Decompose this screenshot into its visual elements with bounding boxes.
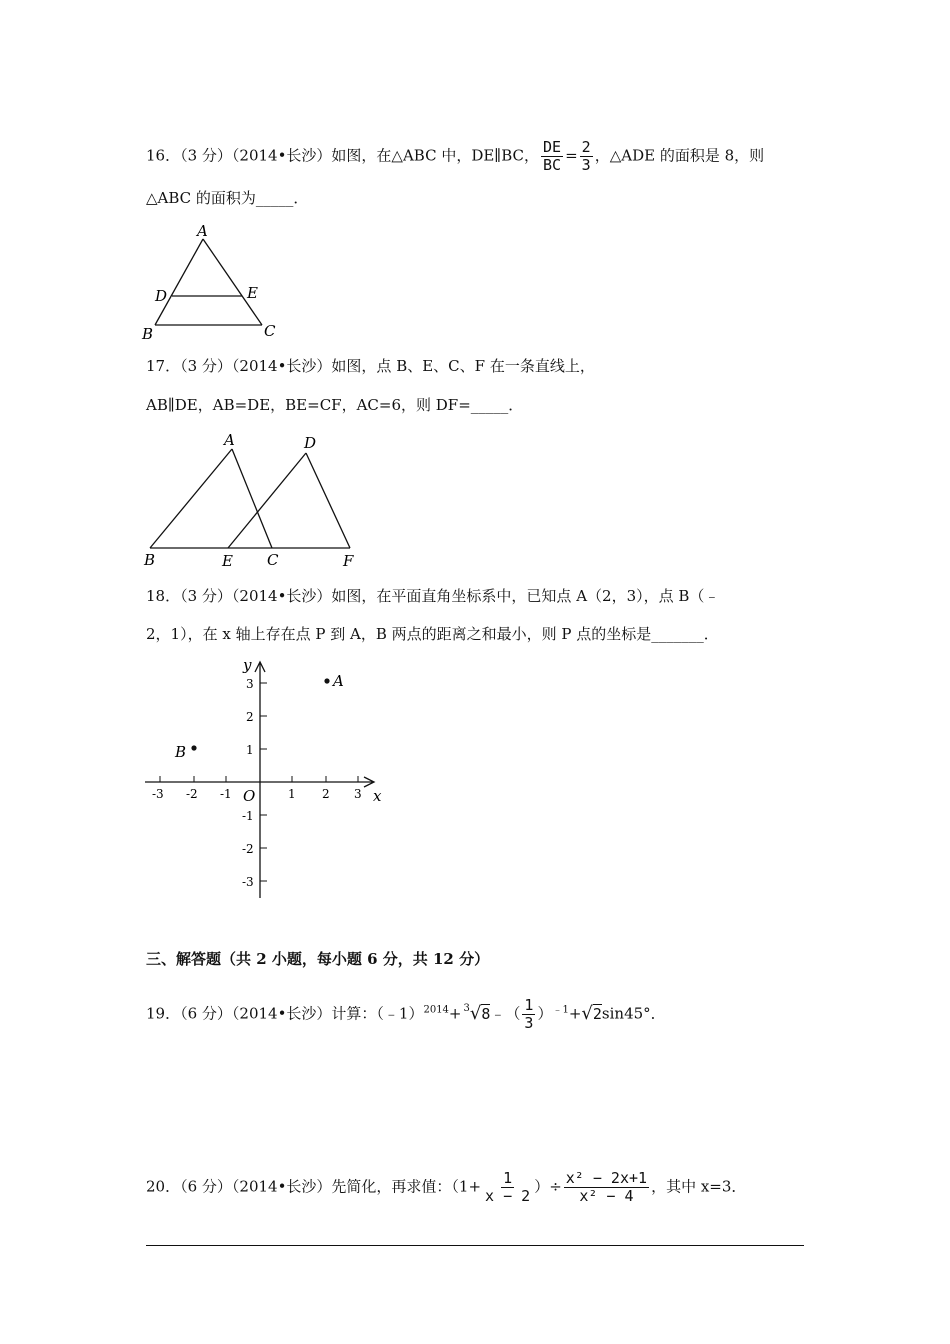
q18-y-tick-n1: -1	[242, 809, 254, 823]
q16-label-e: E	[247, 284, 258, 302]
q20-fraction-1	[483, 1170, 532, 1205]
q16-value-den: 3	[581, 156, 591, 174]
q19-prefix: 19．（6 分）（2014•长沙）计算：（﹣1）	[146, 1004, 424, 1023]
q18-point-a	[324, 678, 329, 683]
q16-label-b: B	[142, 325, 154, 343]
q17-side-ab	[150, 449, 232, 548]
q18-y-tick-2: 2	[246, 710, 254, 724]
q16-side-ac	[203, 239, 262, 325]
q19-sqrt-arg: 2	[592, 1004, 602, 1023]
q19-frac-num: 1	[524, 996, 534, 1014]
q18-y-tick-n3: -3	[242, 875, 254, 889]
q18-x-tick-n3: -3	[152, 787, 164, 801]
q19-line	[146, 997, 666, 1032]
q19-cube-root	[462, 1001, 491, 1024]
q19-radical-sign: √	[469, 1002, 482, 1024]
q20-f1-den: x − 2	[485, 1187, 531, 1205]
q18-line2: 2，1），在 x 轴上存在点 P 到 A，B 两点的距离之和最小，则 P 点的坐标是_______．	[146, 625, 719, 643]
q20-close-div: ）÷	[534, 1177, 562, 1196]
q16-side-ab	[155, 239, 203, 325]
q16-ratio-den: BC	[543, 156, 562, 174]
q18-x-tick-1: 1	[288, 787, 296, 801]
q18-x-tick-marks	[160, 776, 358, 782]
q18-x-axis-label: x	[373, 787, 382, 805]
q16-ratio-fraction	[541, 139, 563, 174]
q19-sqrt	[581, 1002, 602, 1024]
q19-plus2: +	[568, 1004, 582, 1023]
q17-label-a: A	[224, 431, 235, 449]
q18-line1: 18．（3 分）（2014•长沙）如图，在平面直角坐标系中，已知点 A（2，3），点 B（﹣	[146, 587, 720, 605]
q16-text-after: ，△ADE 的面积是 8，则	[594, 146, 765, 165]
q17-label-b: B	[144, 551, 156, 569]
q19-close: ）	[537, 1004, 553, 1023]
q18-origin-label: O	[243, 787, 256, 805]
q19-tail: sin45°．	[601, 1004, 666, 1023]
q16-label-a: A	[197, 222, 208, 240]
q20-fraction-2	[564, 1170, 649, 1205]
q16-ratio-num: DE	[543, 138, 562, 156]
q17-label-e: E	[222, 552, 233, 570]
q17-line2: AB∥DE，AB=DE，BE=CF，AC=6，则 DF=_____．	[146, 396, 524, 414]
footer-divider	[146, 1245, 804, 1246]
q20-f2-num: x² − 2x+1	[565, 1169, 648, 1187]
q18-point-a-label: A	[333, 672, 344, 690]
q16-eq: =	[565, 146, 578, 165]
q18-y-axis-label: y	[243, 656, 252, 674]
q20-tail: ，其中 x=3．	[651, 1177, 747, 1196]
q20-prefix: 20．（6 分）（2014•长沙）先简化，再求值：（1+	[146, 1177, 482, 1196]
q16-line2: △ABC 的面积为_____．	[146, 189, 309, 207]
q16-line1	[146, 139, 764, 174]
q17-figure	[140, 428, 370, 573]
q17-line1: 17．（3 分）（2014•长沙）如图，点 B、E、C、F 在一条直线上，	[146, 357, 595, 375]
section3-heading: 三、解答题（共 2 小题，每小题 6 分，共 12 分）	[146, 950, 490, 968]
q20-f1-num: 1	[503, 1169, 513, 1187]
q19-exponent-neg1: ﹣1	[552, 1004, 569, 1016]
q17-side-ac	[232, 449, 272, 548]
q17-label-d: D	[304, 434, 317, 452]
q19-frac-den: 3	[524, 1014, 534, 1032]
q17-label-c: C	[267, 551, 279, 569]
q16-label-d: D	[155, 287, 168, 305]
q16-triangle-figure	[140, 222, 290, 347]
q19-root-arg: 8	[481, 1004, 491, 1023]
q17-label-f: F	[343, 552, 354, 570]
q18-point-b	[191, 745, 196, 750]
q17-side-df	[306, 453, 350, 548]
q18-y-tick-1: 1	[246, 743, 254, 757]
q20-f2-den: x² − 4	[579, 1187, 634, 1205]
q19-root-index: 3	[463, 1002, 470, 1014]
q19-plus1: +	[448, 1004, 462, 1023]
q16-value-fraction	[580, 139, 593, 174]
q18-x-tick-3: 3	[354, 787, 362, 801]
q19-fraction	[522, 997, 535, 1032]
q19-minus: ﹣（	[490, 1004, 521, 1023]
q18-x-tick-n2: -2	[186, 787, 198, 801]
q16-label-c: C	[264, 322, 276, 340]
q18-coordinate-graph	[140, 655, 400, 905]
q19-exponent-2014: 2014	[423, 1004, 449, 1016]
q16-text-before: 16．（3 分）（2014•长沙）如图，在△ABC 中，DE∥BC，	[146, 146, 540, 165]
q18-x-tick-n1: -1	[220, 787, 232, 801]
q16-value-num: 2	[581, 138, 591, 156]
q18-y-tick-3: 3	[246, 677, 254, 691]
q20-line	[146, 1170, 746, 1205]
q18-point-b-label: B	[175, 743, 187, 761]
q19-sqrt-sign: √	[581, 1002, 593, 1024]
q18-y-tick-n2: -2	[242, 842, 254, 856]
q18-x-tick-2: 2	[322, 787, 330, 801]
